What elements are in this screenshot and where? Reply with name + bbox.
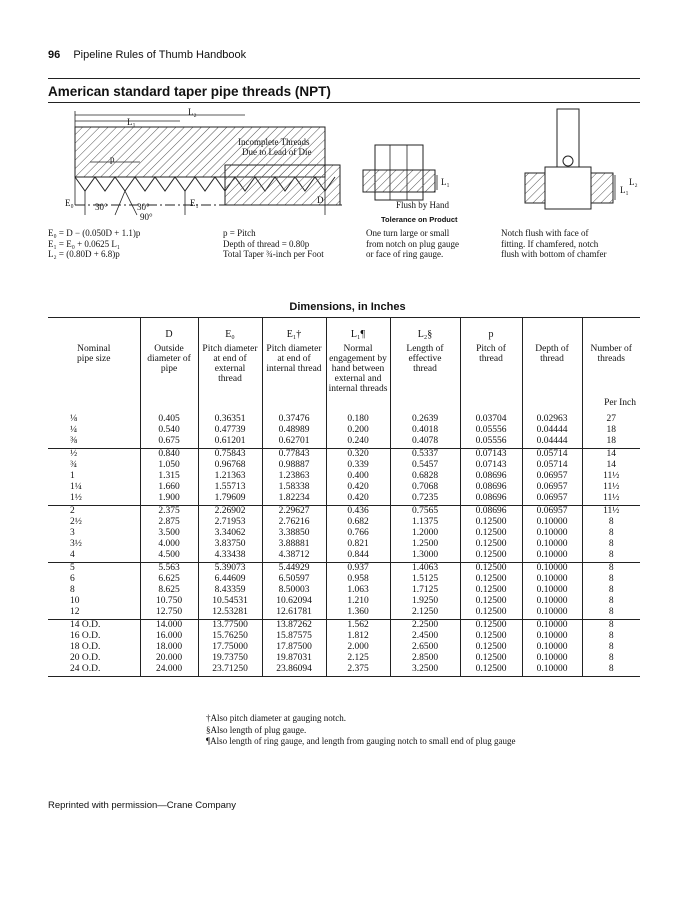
table-cell: 6.50597 (262, 574, 326, 585)
nominal-size-cell: 2 (48, 505, 140, 517)
table-cell: 3.34062 (198, 528, 262, 539)
symbol-cell (582, 318, 640, 341)
table-cell: 14.000 (140, 619, 198, 631)
label-l2: L₂ (188, 107, 197, 117)
table-cell: 1.812 (326, 631, 390, 642)
table-cell: 0.12500 (460, 642, 522, 653)
table-cell: 0.5337 (390, 448, 460, 460)
table-cell: 0.47739 (198, 425, 262, 436)
table-cell: 0.12500 (460, 619, 522, 631)
column-header: Normal engagement by hand between external and internal threads (326, 340, 390, 414)
nominal-size-cell: 18 O.D. (70, 642, 101, 653)
table-cell: 8 (582, 664, 640, 676)
table-cell: 8 (582, 550, 640, 562)
table-cell: 12.61781 (262, 607, 326, 619)
nominal-size-cell: 4 (70, 550, 75, 561)
tolerance-notes (366, 228, 459, 260)
table-cell: 0.821 (326, 539, 390, 550)
table-row (48, 436, 640, 448)
table-cell: 13.87262 (262, 619, 326, 631)
table-cell: 27 (582, 414, 640, 425)
table-row (48, 585, 640, 596)
table-cell: 0.37476 (262, 414, 326, 425)
table-row (48, 619, 640, 631)
table-cell: 8 (582, 607, 640, 619)
label-l1: L₁ (127, 117, 136, 127)
table-cell: 0.7565 (390, 505, 460, 517)
gauge-tolerance-title: Tolerance on Product (381, 215, 458, 224)
table-cell: 0.08696 (460, 493, 522, 505)
table-cell: 1.79609 (198, 493, 262, 505)
table-cell: 11½ (582, 482, 640, 493)
page-number: 96 (48, 49, 61, 61)
footnote: §Also length of plug gauge. (206, 724, 307, 735)
notch-note: fitting. If chamfered, notch (501, 238, 599, 249)
table-cell: 19.73750 (198, 653, 262, 664)
table-cell: 0.4018 (390, 425, 460, 436)
nominal-size-cell: 3 (70, 528, 75, 539)
nominal-size-cell: ½ (48, 448, 140, 460)
table-cell: 0.844 (326, 550, 390, 562)
table-cell: 15.87575 (262, 631, 326, 642)
footnote: †Also pitch diameter at gauging notch. (206, 713, 346, 723)
table-cell: 0.10000 (522, 585, 582, 596)
table-cell: 4.38712 (262, 550, 326, 562)
equation: E₀ = D − (0.050D + 1.1)p (48, 228, 141, 238)
table-body (48, 414, 640, 676)
label-e0: E₀ (65, 198, 74, 208)
table-cell: 0.180 (326, 414, 390, 425)
table-cell: 0.04444 (522, 436, 582, 448)
nominal-size-cell: 8 (70, 585, 75, 596)
incomplete-threads-line2: Due to Lead of Die (242, 147, 312, 157)
table-cell: 0.10000 (522, 550, 582, 562)
table-cell: 0.766 (326, 528, 390, 539)
table-cell: 0.08696 (460, 482, 522, 493)
table-row (48, 448, 640, 460)
table-cell: 1.23863 (262, 471, 326, 482)
table-cell: 0.12500 (460, 664, 522, 676)
table-cell: 1.660 (140, 482, 198, 493)
table-cell: 0.540 (140, 425, 198, 436)
equation: L₂ = (0.80D + 6.8)p (48, 249, 120, 259)
reprint-credit: Reprinted with permission—Crane Company (48, 800, 236, 811)
table-cell: 23.86094 (262, 664, 326, 676)
table-cell: 8 (582, 585, 640, 596)
table-row (48, 517, 640, 528)
table-row (48, 482, 640, 493)
notch-note: flush with bottom of chamfer (501, 249, 607, 259)
nominal-size-cell: ¾ (70, 459, 78, 470)
table-row (48, 653, 640, 664)
npt-dimensions-table (48, 317, 640, 677)
nominal-size-cell: ¼ (70, 425, 78, 436)
table-cell: 0.937 (326, 562, 390, 574)
table-cell: 2.8500 (390, 653, 460, 664)
table-cell: 10.54531 (198, 596, 262, 607)
table-cell: 0.77843 (262, 448, 326, 460)
symbol-cell: E₀ (198, 318, 262, 341)
table-cell: 8 (582, 631, 640, 642)
table-cell: 0.675 (140, 436, 198, 448)
table-row (48, 607, 640, 619)
column-header: Length of effective thread (390, 340, 460, 414)
tolerance-note: or face of ring gauge. (366, 249, 444, 259)
nominal-size-cell: 24 O.D. (48, 664, 140, 676)
table-cell: 11½ (582, 471, 640, 482)
table-cell: 2.29627 (262, 505, 326, 517)
table-cell: 1.58338 (262, 482, 326, 493)
column-header: Outside diameter of pipe (140, 340, 198, 414)
table-cell: 5.44929 (262, 562, 326, 574)
table-cell: 0.10000 (522, 562, 582, 574)
thread-equations (48, 228, 140, 260)
table-cell: 1.82234 (262, 493, 326, 505)
nominal-size-cell: 12 (70, 607, 80, 618)
table-cell: 0.10000 (522, 528, 582, 539)
label-30-left: 30° (95, 202, 108, 212)
table-cell: 1.2000 (390, 528, 460, 539)
column-header: Number of threads Per Inch (582, 340, 640, 414)
table-cell: 0.02963 (522, 414, 582, 425)
table-cell: 0.96768 (198, 460, 262, 471)
table-cell: 1.9250 (390, 596, 460, 607)
table-cell: 0.10000 (522, 607, 582, 619)
table-cell: 4.000 (140, 539, 198, 550)
table-cell: 0.339 (326, 460, 390, 471)
table-row (48, 642, 640, 653)
notch-notes (501, 228, 606, 260)
table-cell: 0.36351 (198, 414, 262, 425)
table-cell: 0.12500 (460, 574, 522, 585)
table-row (48, 539, 640, 550)
table-cell: 18 (582, 425, 640, 436)
table-cell: 13.77500 (198, 619, 262, 631)
table-cell: 0.12500 (460, 596, 522, 607)
table-cell: 20.000 (140, 653, 198, 664)
column-header: Nominal pipe size (76, 344, 111, 364)
table-cell: 0.5457 (390, 460, 460, 471)
table-cell: 0.03704 (460, 414, 522, 425)
label-30-right: 30° (137, 202, 150, 212)
nominal-size-cell: 16 O.D. (70, 630, 101, 641)
table-cell: 10.750 (140, 596, 198, 607)
table-cell: 0.240 (326, 436, 390, 448)
notch-note: Notch flush with face of (501, 228, 589, 238)
incomplete-threads-line1: Incomplete Threads (238, 137, 310, 147)
table-cell: 15.76250 (198, 631, 262, 642)
table-cell: 0.48989 (262, 425, 326, 436)
table-cell: 0.10000 (522, 517, 582, 528)
table-cell: 1.050 (140, 460, 198, 471)
symbol-cell: D (140, 318, 198, 341)
table-cell: 10.62094 (262, 596, 326, 607)
table-cell: 0.320 (326, 448, 390, 460)
table-cell: 1.4063 (390, 562, 460, 574)
column-header: Pitch of thread (460, 340, 522, 414)
table-cell: 0.200 (326, 425, 390, 436)
table-cell: 17.87500 (262, 642, 326, 653)
nominal-size-cell: 14 O.D. (48, 619, 140, 631)
table-title: Dimensions, in Inches (289, 301, 406, 313)
symbol-cell (522, 318, 582, 341)
table-row (48, 460, 640, 471)
running-header (48, 49, 246, 61)
table-cell: 8 (582, 539, 640, 550)
section-title: American standard taper pipe threads (NPT) (48, 84, 331, 99)
table-cell: 0.10000 (522, 539, 582, 550)
table-cell: 0.10000 (522, 596, 582, 607)
pitch-notes (223, 228, 324, 260)
column-header: Depth of thread (522, 340, 582, 414)
table-cell: 0.61201 (198, 436, 262, 448)
footnote: ¶Also length of ring gauge, and length from gauging notch to small end of plug gauge (206, 736, 516, 746)
nominal-size-cell: 20 O.D. (70, 653, 101, 664)
table-cell: 0.05714 (522, 460, 582, 471)
table-cell: 0.12500 (460, 562, 522, 574)
table-cell: 5.563 (140, 562, 198, 574)
table-cell: 2.4500 (390, 631, 460, 642)
tolerance-note: from notch on plug gauge (366, 238, 459, 249)
table-cell: 0.4078 (390, 436, 460, 448)
table-cell: 2.2500 (390, 619, 460, 631)
table-cell: 1.5125 (390, 574, 460, 585)
table-cell: 0.436 (326, 505, 390, 517)
table-cell: 8 (582, 574, 640, 585)
table-cell: 0.405 (140, 414, 198, 425)
table-cell: 2.125 (326, 653, 390, 664)
table-cell: 0.07143 (460, 448, 522, 460)
table-cell: 1.900 (140, 493, 198, 505)
table-cell: 11½ (582, 505, 640, 517)
table-row (48, 664, 640, 676)
symbol-cell: p (460, 318, 522, 341)
table-cell: 1.1375 (390, 517, 460, 528)
table-cell: 0.08696 (460, 471, 522, 482)
pitch-note: Depth of thread = 0.80p (223, 238, 310, 249)
table-cell: 14 (582, 460, 640, 471)
table-cell: 4.33438 (198, 550, 262, 562)
table-cell: 8 (582, 642, 640, 653)
table-cell: 0.06957 (522, 471, 582, 482)
table-row (48, 493, 640, 505)
table-cell: 6.44609 (198, 574, 262, 585)
symbol-cell: E₁† (262, 318, 326, 341)
table-cell: 0.62701 (262, 436, 326, 448)
table-row (48, 471, 640, 482)
table-cell: 8.50003 (262, 585, 326, 596)
table-cell: 1.562 (326, 619, 390, 631)
title-rule (48, 102, 640, 103)
table-row (48, 550, 640, 562)
table-cell: 11½ (582, 493, 640, 505)
nominal-size-cell: 5 (48, 562, 140, 574)
symbol-row (48, 318, 640, 341)
nominal-size-cell: 10 (70, 596, 80, 607)
table-cell: 0.7235 (390, 493, 460, 505)
table-cell: 3.83750 (198, 539, 262, 550)
table-row (48, 631, 640, 642)
table-cell: 2.1250 (390, 607, 460, 619)
thread-figure (45, 105, 645, 259)
table-cell: 0.05556 (460, 425, 522, 436)
table-cell: 17.75000 (198, 642, 262, 653)
table-cell: 0.10000 (522, 653, 582, 664)
label-d: D (317, 195, 324, 205)
nominal-size-cell: 1¼ (70, 482, 82, 493)
nominal-size-cell: ⅛ (70, 414, 78, 424)
table-cell: 0.10000 (522, 574, 582, 585)
table-cell: 0.12500 (460, 539, 522, 550)
table-cell: 0.12500 (460, 585, 522, 596)
table-cell: 18 (582, 436, 640, 448)
table-cell: 1.315 (140, 471, 198, 482)
nominal-size-cell: 1½ (70, 493, 82, 504)
table-cell: 0.12500 (460, 653, 522, 664)
table-cell: 0.12500 (460, 528, 522, 539)
per-inch-label: Per Inch (604, 398, 636, 408)
table-cell: 2.375 (140, 505, 198, 517)
label-90: 90° (140, 212, 153, 222)
table-cell: 4.500 (140, 550, 198, 562)
table-cell: 1.2500 (390, 539, 460, 550)
table-cell: 0.840 (140, 448, 198, 460)
table-row (48, 596, 640, 607)
table-cell: 3.2500 (390, 664, 460, 676)
table-cell: 3.38850 (262, 528, 326, 539)
table-cell: 0.12500 (460, 631, 522, 642)
table-cell: 0.2639 (390, 414, 460, 425)
table-cell: 2.26902 (198, 505, 262, 517)
table-cell: 0.05714 (522, 448, 582, 460)
header-row (48, 340, 640, 414)
tolerance-note: One turn large or small (366, 228, 450, 238)
table-row (48, 425, 640, 436)
nominal-size-cell: 3½ (70, 539, 82, 550)
nominal-size-cell: 1 (70, 471, 75, 482)
table-cell: 8 (582, 653, 640, 664)
table-cell: 18.000 (140, 642, 198, 653)
label-e1: E₁ (190, 198, 199, 208)
table-cell: 8 (582, 619, 640, 631)
table-cell: 0.7068 (390, 482, 460, 493)
table-cell: 3.500 (140, 528, 198, 539)
table-cell: 0.10000 (522, 619, 582, 631)
nominal-size-cell: 6 (70, 573, 75, 584)
symbol-cell: L₁¶ (326, 318, 390, 341)
table-cell: 2.000 (326, 642, 390, 653)
label-p: p (110, 154, 115, 164)
flush-by-hand: Flush by Hand (396, 200, 450, 210)
table-cell: 1.21363 (198, 471, 262, 482)
table-cell: 8.625 (140, 585, 198, 596)
table-cell: 5.39073 (198, 562, 262, 574)
label-l1-ring: L₁ (441, 177, 450, 187)
table-cell: 16.000 (140, 631, 198, 642)
table-cell: 1.7125 (390, 585, 460, 596)
table-cell: 0.08696 (460, 505, 522, 517)
nominal-size-cell: ⅜ (70, 436, 78, 447)
table-row (48, 505, 640, 517)
table-cell: 0.958 (326, 574, 390, 585)
table-cell: 0.10000 (522, 631, 582, 642)
column-header: Pitch diameter at end of external thread (198, 340, 262, 414)
pitch-note: p = Pitch (223, 228, 256, 238)
table-cell: 3.88881 (262, 539, 326, 550)
table-row (48, 574, 640, 585)
book-title: Pipeline Rules of Thumb Handbook (73, 49, 247, 61)
footnotes (206, 713, 516, 748)
pitch-note: Total Taper ¾-inch per Foot (223, 249, 324, 259)
table-cell: 19.87031 (262, 653, 326, 664)
table-cell: 12.750 (140, 607, 198, 619)
table-row (48, 414, 640, 425)
table-cell: 0.06957 (522, 482, 582, 493)
table-cell: 8 (582, 596, 640, 607)
table-cell: 2.875 (140, 517, 198, 528)
table-cell: 23.71250 (198, 664, 262, 676)
label-l1-plug: L₁ (620, 185, 629, 195)
label-l2-plug: L₂ (629, 177, 638, 187)
table-cell: 0.12500 (460, 517, 522, 528)
table-cell: 0.10000 (522, 642, 582, 653)
table-cell: 2.375 (326, 664, 390, 676)
table-cell: 2.6500 (390, 642, 460, 653)
table-cell: 1.3000 (390, 550, 460, 562)
column-header: Pitch diameter at end of internal thread (262, 340, 326, 414)
table-cell: 1.55713 (198, 482, 262, 493)
table-cell: 8.43359 (198, 585, 262, 596)
table-cell: 0.75843 (198, 448, 262, 460)
table-cell: 0.07143 (460, 460, 522, 471)
table-cell: 0.04444 (522, 425, 582, 436)
table-cell: 0.12500 (460, 607, 522, 619)
header-rule (48, 78, 640, 79)
table-cell: 0.12500 (460, 550, 522, 562)
table-cell: 14 (582, 448, 640, 460)
table-cell: 12.53281 (198, 607, 262, 619)
table-cell: 0.420 (326, 482, 390, 493)
symbol-cell (48, 318, 140, 341)
table-cell: 0.6828 (390, 471, 460, 482)
table-cell: 8 (582, 562, 640, 574)
table-row (48, 528, 640, 539)
table-cell: 0.400 (326, 471, 390, 482)
table-cell: 2.71953 (198, 517, 262, 528)
table-cell: 24.000 (140, 664, 198, 676)
table-cell: 0.05556 (460, 436, 522, 448)
table-cell: 0.10000 (522, 664, 582, 676)
table-cell: 0.06957 (522, 505, 582, 517)
table-cell: 0.420 (326, 493, 390, 505)
table-cell: 1.210 (326, 596, 390, 607)
table-cell: 0.682 (326, 517, 390, 528)
table-cell: 1.360 (326, 607, 390, 619)
nominal-size-cell: 2½ (70, 516, 82, 527)
table-cell: 8 (582, 517, 640, 528)
table-cell: 1.063 (326, 585, 390, 596)
symbol-cell: L₂§ (390, 318, 460, 341)
table-cell: 0.98887 (262, 460, 326, 471)
equation: E₁ = E₀ + 0.0625 L₁ (48, 238, 121, 249)
table-cell: 2.76216 (262, 517, 326, 528)
table-cell: 6.625 (140, 574, 198, 585)
table-cell: 0.06957 (522, 493, 582, 505)
table-row (48, 562, 640, 574)
table-cell: 8 (582, 528, 640, 539)
